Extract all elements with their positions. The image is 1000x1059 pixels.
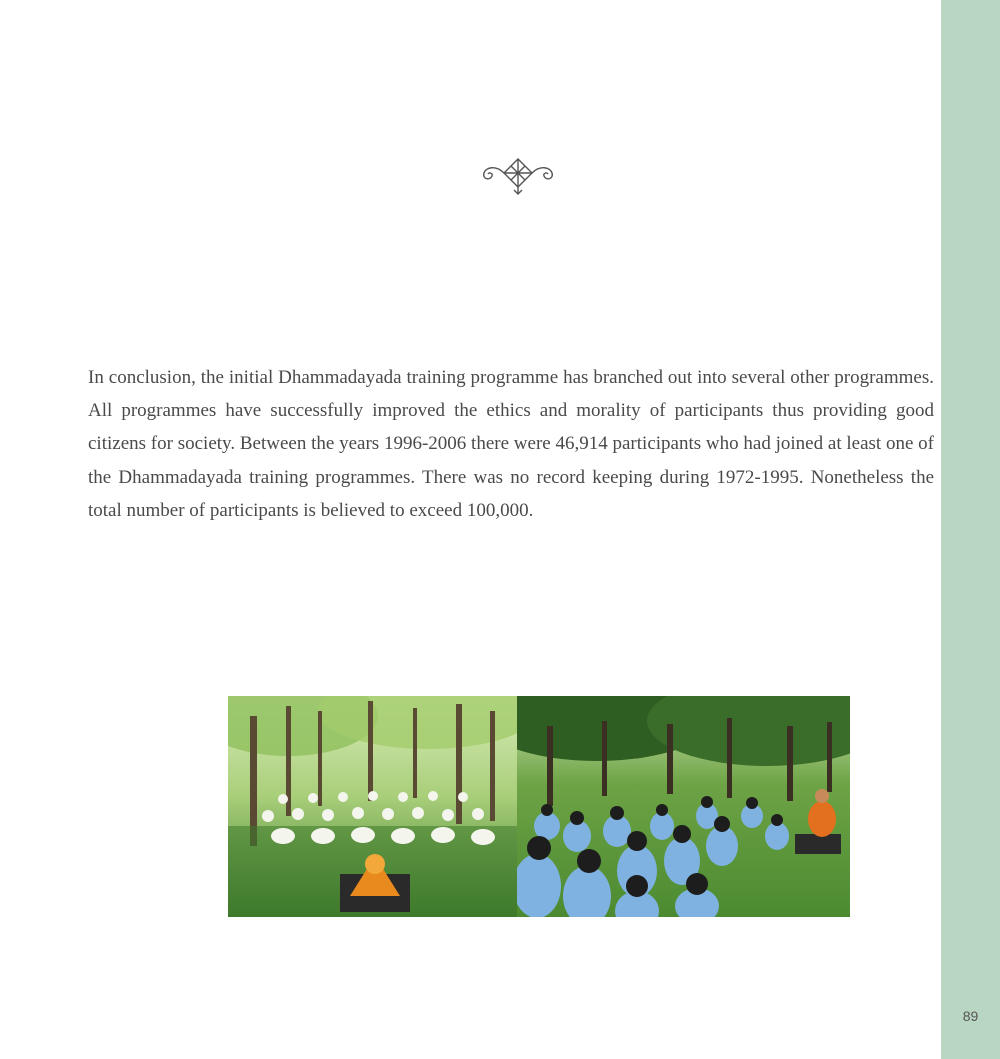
knot-flourish-icon xyxy=(478,155,558,197)
students-in-blue-uniforms-photo xyxy=(517,696,850,917)
page-number: 89 xyxy=(962,1008,979,1024)
meditation-in-forest-photo xyxy=(228,696,517,917)
side-color-band xyxy=(941,0,1000,1059)
body-paragraph: In conclusion, the initial Dhammadayada training programme has branched out into several other programmes. All programmes have successfully improved the ethics and morality of participants thus providing good citizens for society. Between the years 1996-2006 there were 46,914 participants who had joined at least one of the Dhammadayada training programmes. There was no record keeping during 1972-1995. Nonetheless the total number of participants is believed to exceed 100,000. xyxy=(88,367,934,521)
photo-strip xyxy=(228,696,850,917)
